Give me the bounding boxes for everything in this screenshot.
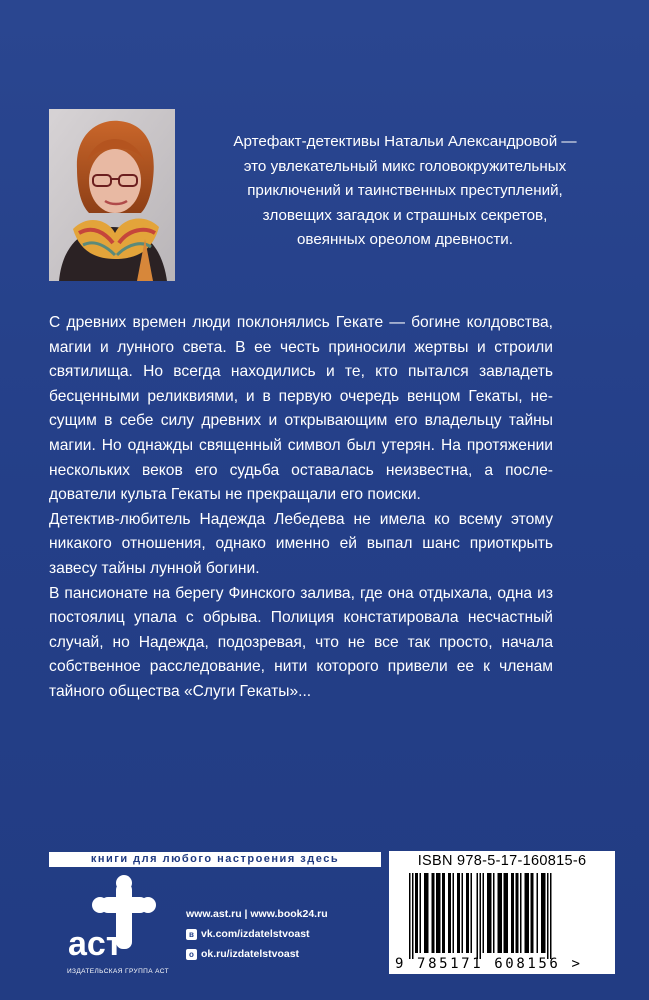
blurb-line: Артефакт-детективы Натальи Александровой — (233, 133, 577, 150)
logo-wordmark: аст (68, 925, 123, 963)
blurb-line: овеянных ореолом древности. (296, 231, 514, 248)
barcode-bar (477, 873, 479, 959)
barcode-bar (493, 873, 495, 953)
publisher-links (186, 904, 386, 964)
slogan-banner: книги для любого настроения здесь (49, 852, 381, 867)
barcode-bar (541, 873, 546, 953)
author-photo (49, 109, 175, 281)
blurb-line: приключений и таинственных преступлений, (247, 182, 563, 199)
barcode-bar (412, 873, 414, 959)
website-links[interactable]: www.ast.ru | www.book24.ru (186, 908, 328, 920)
vk-link[interactable]: vk.com/izdatelstvoast (201, 928, 310, 940)
barcode-bar (420, 873, 422, 953)
annotation-paragraph: В пансионате на берегу Финского залива, где она отдыхала, одна из постоялиц упала с обрыва. Полиция констатировала несчастный случай, но Надежда, подозревая, что не все так просто, начала собственное расследование, нити которого привели ее к членам тайного общества «Слуги Гекаты»... (49, 584, 553, 700)
barcode-bar (424, 873, 429, 953)
barcode-bar (504, 873, 509, 953)
annotation-paragraph: Детектив-любитель Надежда Лебедева не имела ко всему этому никакого отношения, однако именно ей выпал шанс приоткрыть завесу тайны лунной богини. (49, 510, 553, 577)
ok-row (186, 944, 386, 964)
ean-digits: 9 785171 608156 > (395, 956, 583, 972)
barcode-bar (525, 873, 530, 953)
barcode-bar (453, 873, 455, 953)
barcode-bar (442, 873, 445, 953)
sites-row (186, 904, 386, 924)
barcode-bar (498, 873, 503, 953)
barcode-bar (511, 873, 514, 953)
author-blurb (200, 130, 610, 253)
vk-icon: в (186, 929, 197, 940)
publisher-logo (60, 875, 170, 970)
barcode-bar (547, 873, 549, 959)
blurb-line: это увлекательный микс головокружительных (243, 157, 567, 175)
annotation-paragraph: С древних времен люди поклонялись Гекате — богине колдовства, магии и лунного света. В ее честь приносили жертвы и строили святилища. Но всегда находились и те, кто пытался завладеть бесценными реликвиями, и в первую очередь венцом Гекаты, несущим в себе силу древних и открывающим его владельцу тайны магии. Но однажды священный символ был утерян. На протяжении нескольких веков его судьба оставалась неизвестна, а последователи культа Гекаты не прекращали его поиски. (49, 314, 553, 504)
barcode-bar (487, 873, 492, 953)
blurb-line: зловещих загадок и страшных секретов, (262, 206, 548, 224)
barcode-bar (409, 873, 411, 959)
publisher-name: ИЗДАТЕЛЬСКАЯ ГРУППА АСТ (66, 968, 169, 975)
barcode-bar (483, 873, 485, 953)
barcode-bar (415, 873, 418, 953)
isbn-number: ISBN 978-5-17-160815-6 (417, 853, 587, 869)
barcode-bar (448, 873, 451, 953)
barcode-bar (516, 873, 519, 953)
vk-row (186, 924, 386, 944)
barcode-bar (537, 873, 539, 953)
barcode-bar (466, 873, 469, 953)
ok-icon: о (186, 949, 197, 960)
barcode-bar (462, 873, 464, 953)
barcode-bar (432, 873, 435, 953)
barcode-panel (389, 851, 615, 974)
barcode-bar (550, 873, 552, 959)
barcode-bar (480, 873, 482, 959)
ok-link[interactable]: ok.ru/izdatelstvoast (201, 948, 300, 960)
barcode-bar (436, 873, 441, 953)
barcode-bar (520, 873, 522, 953)
barcode-bar (471, 873, 473, 953)
barcode-bar (531, 873, 534, 953)
book-annotation (49, 311, 553, 705)
barcode-bar (457, 873, 460, 953)
